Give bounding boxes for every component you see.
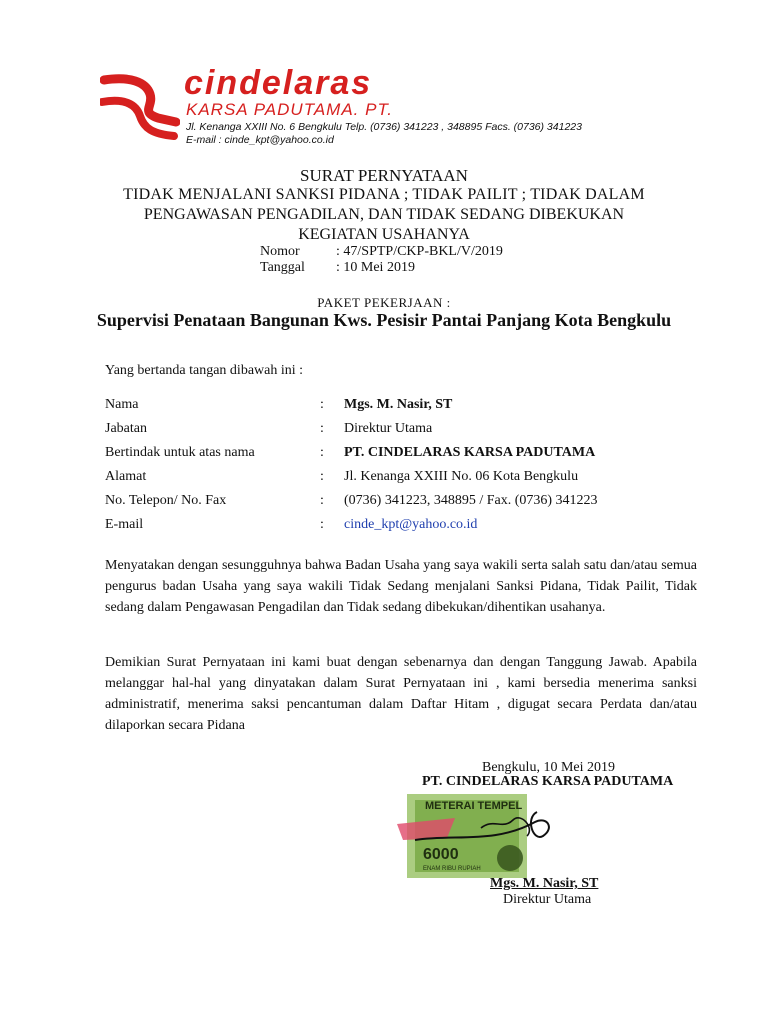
field-label: Nama: [105, 397, 139, 412]
stamp-caption: ENAM RIBU RUPIAH: [423, 866, 481, 872]
closing-paragraph: Demikian Surat Pernyataan ini kami buat dengan sebenarnya dan dengan Tanggung Jawab. Apabila melanggar hal-hal yang dinyatakan dalam Surat Pernyataan ini , kami bersedia menerima sanksi administratif, menerima saksi pencantuman dalam Daftar Hitam , digugat secara Perdata dan/atau dilaporkan secara Pidana: [105, 655, 697, 733]
field-label: Jabatan: [105, 421, 147, 436]
field-label: Alamat: [105, 469, 147, 484]
field-label: E-mail: [105, 517, 144, 532]
signatory-title: Direktur Utama: [503, 892, 592, 907]
document-title: SURAT PERNYATAAN: [300, 166, 468, 185]
field-value-position: Direktur Utama: [344, 421, 433, 436]
brand-name: cindelaras: [184, 64, 373, 102]
field-colon: :: [320, 445, 324, 460]
company-logo-icon: [100, 72, 180, 144]
field-colon: :: [320, 469, 324, 484]
signature-company: PT. CINDELARAS KARSA PADUTAMA: [422, 774, 674, 789]
intro-text: Yang bertanda tangan dibawah ini :: [105, 363, 304, 378]
field-value-phone: (0736) 341223, 348895 / Fax. (0736) 341223: [344, 493, 598, 508]
email-link[interactable]: cinde_kpt@yahoo.co.id: [344, 517, 478, 532]
title-line-2: PENGAWASAN PENGADILAN, DAN TIDAK SEDANG DIBEKUKAN: [143, 206, 625, 223]
company-name: KARSA PADUTAMA. PT.: [186, 100, 393, 119]
company-email: E-mail : cinde_kpt@yahoo.co.id: [186, 134, 334, 146]
stamp-signature-area: [385, 788, 610, 888]
title-line-1: TIDAK MENJALANI SANKSI PIDANA ; TIDAK PAILIT ; TIDAK DALAM: [123, 186, 645, 203]
field-colon: :: [320, 397, 324, 412]
field-colon: :: [320, 517, 324, 532]
statement-paragraph: Menyatakan dengan sesungguhnya bahwa Badan Usaha yang saya wakili serta salah satu dan/atau semua pengurus badan Usaha yang saya wakili Tidak Sedang menjalani Sanksi Pidana, Tidak Pailit, Tidak sedang dalam Pengawasan Pengadilan dan Tidak sedang dibekukan/dihentikan usahanya.: [105, 558, 697, 615]
field-colon: :: [320, 421, 324, 436]
paket-label: PAKET PEKERJAAN :: [317, 295, 451, 310]
signatory-name: Mgs. M. Nasir, ST: [490, 876, 599, 891]
nomor-label: Nomor: [260, 244, 300, 259]
paket-title: Supervisi Penataan Bangunan Kws. Pesisir Pantai Panjang Kota Bengkulu: [96, 310, 672, 330]
field-label: No. Telepon/ No. Fax: [105, 493, 227, 508]
field-label: Bertindak untuk atas nama: [105, 445, 255, 460]
field-value-name: Mgs. M. Nasir, ST: [344, 397, 453, 412]
tanggal-label: Tanggal: [260, 260, 305, 275]
title-line-3: KEGIATAN USAHANYA: [298, 226, 470, 243]
nomor-value: : 47/SPTP/CKP-BKL/V/2019: [336, 244, 503, 259]
tanggal-value: : 10 Mei 2019: [336, 260, 415, 275]
signature-place-date: Bengkulu, 10 Mei 2019: [482, 760, 615, 775]
field-colon: :: [320, 493, 324, 508]
field-value-address: Jl. Kenanga XXIII No. 06 Kota Bengkulu: [344, 469, 579, 484]
company-address: Jl. Kenanga XXIII No. 6 Bengkulu Telp. (0736) 341223 , 348895 Facs. (0736) 341223: [186, 121, 582, 133]
stamp-value: 6000: [423, 846, 459, 863]
stamp-label: METERAI TEMPEL: [425, 800, 523, 812]
field-value-company: PT. CINDELARAS KARSA PADUTAMA: [344, 445, 596, 460]
